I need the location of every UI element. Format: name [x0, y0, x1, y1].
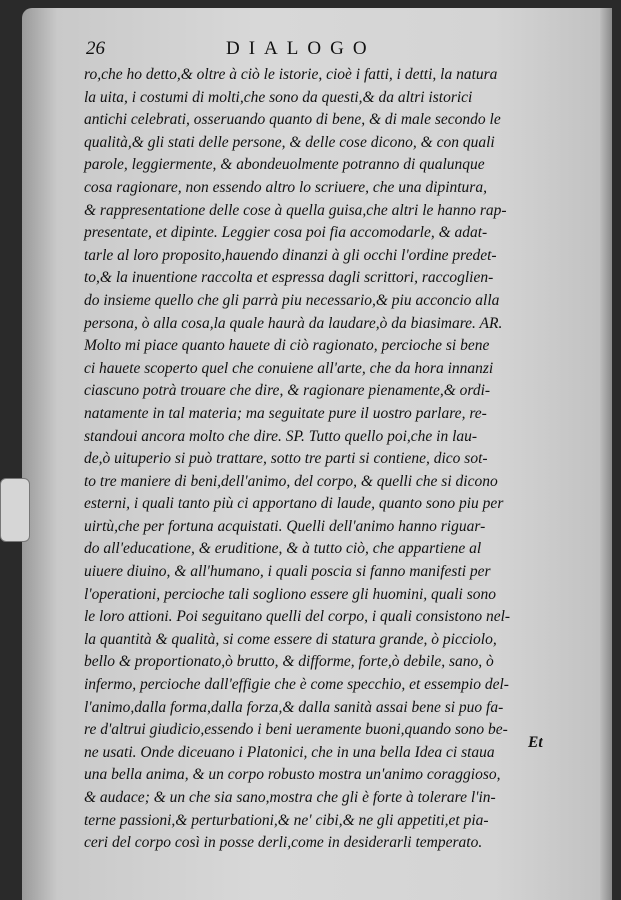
text-line: le loro attioni. Poi seguitano quelli del corpo, i quali consistono nel-	[84, 608, 511, 626]
running-title: DIALOGO	[226, 38, 376, 59]
text-line: natamente in tal materia; ma seguitate pure il uostro parlare, re-	[84, 404, 487, 422]
text-line: ceri del corpo così in posse derli,come in desiderarli temperato.	[84, 834, 483, 852]
text-line: l'operationi, percioche tali sogliono essere gli huomini, quali sono	[84, 585, 497, 603]
bookmark-tab	[0, 478, 30, 542]
text-line: una bella anima, & un corpo robusto mostra un'animo coraggioso,	[84, 766, 501, 784]
text-line: ro,che ho detto,& oltre à ciò le istorie, cioè i fatti, i detti, la natura	[84, 66, 498, 83]
text-line: uiuere diuino, & all'humano, i quali poscia si fanno manifesti per	[84, 563, 491, 581]
text-line: bello & proportionato,ò brutto, & difforme, forte,ò debile, sano, ò	[84, 653, 494, 671]
text-line: Molto mi piace quanto hauete di ciò ragionato, percioche si bene	[84, 337, 490, 355]
page-number: 26	[86, 38, 105, 59]
text-line: parole, leggiermente, & abondeuolmente potranno di qualunque	[84, 156, 485, 174]
text-line: la quantità & qualità, si come essere di statura grande, ò picciolo,	[84, 630, 497, 648]
text-line: terne passioni,& perturbationi,& ne' cibi,& ne gli appetiti,et pia-	[84, 811, 489, 829]
text-line: tarle al loro proposito,hauendo dinanzi à gli occhi l'ordine predet-	[84, 246, 497, 264]
text-line: re d'altrui giudicio,essendo i beni ueramente buoni,quando sono be-	[84, 721, 508, 739]
text-line: ci hauete scoperto quel che conuiene all'arte, che da hora innanzi	[84, 359, 494, 377]
text-line: cosa ragionare, non essendo altro lo scriuere, che una dipintura,	[84, 178, 487, 196]
text-line: do insieme quello che gli parrà piu necessario,& piu acconcio alla	[84, 291, 500, 309]
text-line: infermo, percioche dall'effigie che è come specchio, et essempio del-	[84, 676, 509, 694]
text-line: l'animo,dalla forma,dalla forza,& dalla sanità assai bene si puo fa-	[84, 698, 504, 716]
page-edge	[600, 8, 612, 900]
body-text	[84, 64, 544, 855]
catchword: Et	[528, 734, 543, 751]
text-line: standoui ancora molto che dire. SP. Tutto quello poi,che in lau-	[84, 427, 478, 445]
text-line: de,ò uituperio si può trattare, sotto tre parti si contiene, dico sot-	[84, 450, 488, 468]
text-line: presentate, et dipinte. Leggier cosa poi fia accomodarle, & adat-	[84, 224, 488, 242]
page-header	[86, 38, 538, 64]
text-line: ciascuno potrà trouare che dire, & ragionare pienamente,& ordi-	[84, 382, 491, 400]
text-line: qualità,& gli stati delle persone, & delle cose dicono, & con quali	[84, 133, 495, 151]
text-line: do all'educatione, & eruditione, & à tutto ciò, che appartiene al	[84, 540, 482, 558]
text-line: to,& la inuentione raccolta et espressa dagli scrittori, raccoglien-	[84, 269, 494, 287]
text-line: ne usati. Onde diceuano i Platonici, che in una bella Idea ci staua	[84, 743, 495, 761]
text-line: & rappresentatione delle cose à quella guisa,che altri le hanno rap-	[84, 201, 507, 219]
text-line: la uita, i costumi di molti,che sono da questi,& da altri istorici	[84, 88, 473, 106]
text-line: uirtù,che per fortuna acquistati. Quelli dell'animo hanno riguar-	[84, 517, 486, 535]
text-line: to tre maniere di beni,dell'animo, del corpo, & quelli che si dicono	[84, 472, 498, 490]
text-line: & audace; & un che sia sano,mostra che gli è forte à tolerare l'in-	[84, 789, 496, 806]
text-line: esterni, i quali tanto più ci apportano di laude, quanto sono piu per	[84, 495, 504, 513]
text-line: persona, ò alla cosa,la quale haurà da laudare,ò da biasimare. AR.	[84, 314, 503, 332]
text-line: antichi celebrati, osseruando quanto di bene, & di male secondo le	[84, 111, 501, 129]
